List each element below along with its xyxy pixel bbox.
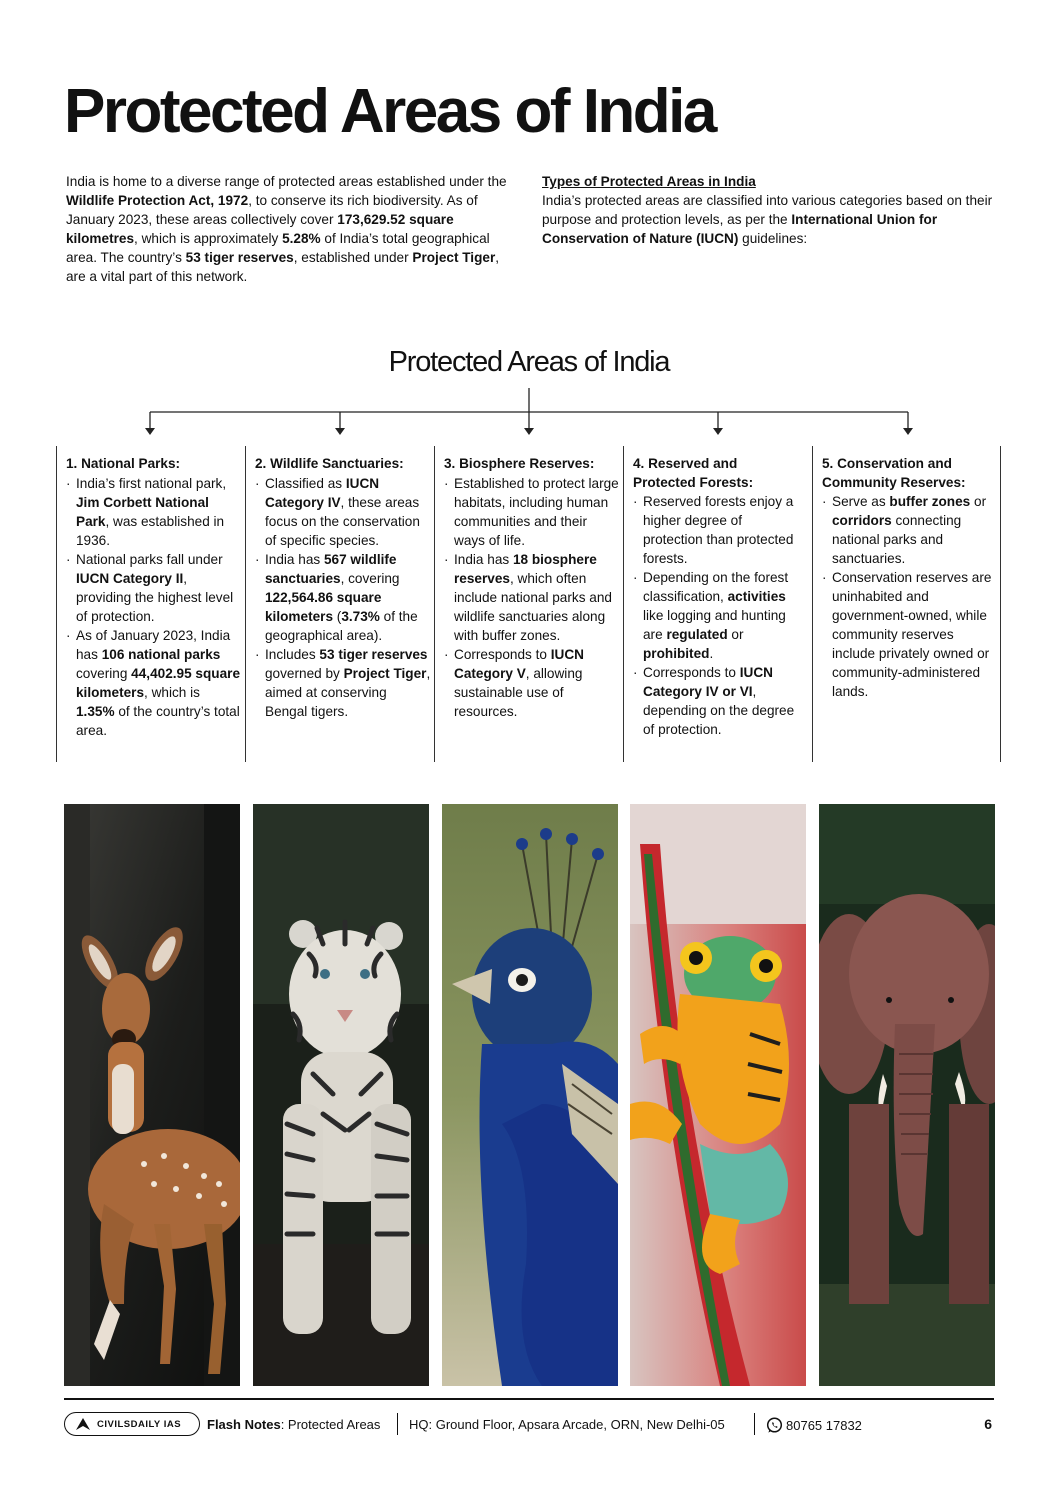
category-national-parks	[57, 446, 242, 762]
bullet-item	[66, 626, 242, 740]
bullet-item	[444, 550, 620, 645]
logo-text: CIVILSDAILY IAS	[97, 1418, 182, 1430]
bullet-item	[444, 474, 620, 550]
text-run: Depending on the forest classification,	[643, 570, 789, 604]
bullet-item	[66, 550, 242, 626]
text-run: India has	[265, 551, 324, 567]
text-run: , was established in 1936.	[76, 513, 225, 548]
category-heading: 1. National Parks:	[66, 456, 181, 471]
types-intro	[542, 172, 994, 248]
category-heading: 4. Reserved and Protected Forests:	[633, 456, 754, 490]
bold-text: 53 tiger reserves	[319, 646, 428, 662]
elephant-photo	[819, 804, 995, 1386]
text-run: India’s protected areas are classified into various categories based on their purpose and protection levels, as per the	[542, 193, 993, 227]
category-bullets	[633, 492, 804, 739]
types-heading: Types of Protected Areas in India	[542, 174, 756, 189]
bold-text: 122,564.86 square kilometers	[265, 589, 382, 624]
category-heading: 2. Wildlife Sanctuaries:	[255, 456, 404, 471]
bold-text: Wildlife Protection Act, 1972	[66, 193, 249, 208]
text-run: India has	[454, 551, 513, 567]
bold-text: 44,402.95 square kilometers	[76, 665, 241, 700]
bullet-item	[633, 492, 804, 568]
bold-text: 5.28%	[282, 231, 321, 246]
flash-notes-topic: : Protected Areas	[280, 1417, 381, 1432]
bold-text: 3.73%	[341, 608, 380, 624]
flash-notes-title: Flash Notes	[207, 1417, 281, 1432]
footer-separator	[397, 1413, 398, 1435]
bullet-item	[822, 568, 997, 701]
text-run: covering	[76, 665, 132, 681]
bold-text: IUCN Category V	[454, 646, 584, 681]
text-run: guidelines:	[738, 231, 808, 246]
category-bullets	[255, 474, 431, 721]
logo-mark-icon	[75, 1417, 91, 1431]
category-columns	[56, 446, 1001, 762]
peacock-photo	[442, 804, 618, 1386]
bold-text: 567 wildlife sanctuaries	[265, 551, 397, 586]
category-heading: 5. Conservation and Community Reserves:	[822, 456, 966, 490]
text-run: governed by	[265, 665, 344, 681]
text-run: , providing the highest level of protection.	[76, 570, 234, 624]
category-conservation-reserves	[813, 446, 997, 762]
text-run: , are a vital part of this network.	[66, 250, 500, 284]
bold-text: Jim Corbett National Park	[76, 494, 209, 529]
text-run: India’s first national park,	[76, 475, 227, 491]
bullet-item	[66, 474, 242, 550]
bold-text: IUCN Category IV	[265, 475, 380, 510]
bold-text: IUCN Category II	[76, 570, 184, 586]
bold-text: 18 biosphere reserves	[454, 551, 597, 586]
intro-paragraph	[66, 172, 518, 286]
tree-connector	[0, 388, 1058, 438]
text-run: , which is	[144, 684, 200, 700]
whatsapp-icon	[766, 1417, 783, 1434]
phone-number: 80765 17832	[786, 1418, 862, 1433]
bullet-item	[255, 645, 431, 721]
category-wildlife-sanctuaries	[246, 446, 431, 762]
text-run: , allowing sustainable use of resources.	[454, 665, 583, 719]
bold-text: IUCN Category IV or VI	[643, 665, 773, 699]
bold-text: Project Tiger	[343, 665, 427, 681]
tree-title: Protected Areas of India	[388, 346, 670, 378]
bullet-item	[255, 474, 431, 550]
category-heading: 3. Biosphere Reserves:	[444, 456, 595, 471]
text-run: of the geographical area).	[265, 608, 418, 643]
bold-text: International Union for Conservation of Nature (IUCN)	[542, 212, 938, 246]
bullet-item	[822, 492, 997, 568]
page-footer	[64, 1412, 994, 1440]
text-run: , depending on the degree of protection.	[643, 684, 795, 737]
bold-text: buffer zones	[889, 494, 971, 509]
text-run: , these areas focus on the conservation of specific species.	[265, 494, 420, 548]
text-run: As of January 2023, India has	[76, 627, 231, 662]
text-run: Corresponds to	[643, 665, 740, 680]
category-biosphere-reserves	[435, 446, 620, 762]
text-run: , covering	[340, 570, 400, 586]
text-run: like logging and hunting are	[643, 608, 786, 642]
text-run: Includes	[265, 646, 320, 662]
bold-text: Project Tiger	[412, 250, 496, 265]
text-run: of India’s total geographical area. The country’s	[66, 231, 490, 265]
category-bullets	[66, 474, 242, 740]
text-run: or	[727, 627, 744, 642]
footer-separator	[754, 1413, 755, 1435]
text-run: India is home to a diverse range of protected areas established under the	[66, 174, 507, 189]
bold-text: regulated	[666, 627, 728, 642]
text-run: , to conserve its rich biodiversity. As of January 2023, these areas collectively cover	[66, 193, 478, 227]
text-run: connecting national parks and sanctuaries.	[832, 513, 962, 566]
bold-text: 106 national parks	[101, 646, 221, 662]
bold-text: 53 tiger reserves	[185, 250, 294, 265]
types-description	[542, 193, 992, 246]
category-reserved-forests	[624, 446, 804, 762]
bold-text: 1.35%	[76, 703, 115, 719]
text-run: , aimed at conserving Bengal tigers.	[265, 665, 431, 719]
text-run: Corresponds to	[454, 646, 551, 662]
bold-text: activities	[727, 589, 786, 604]
text-run: Reserved forests enjoy a higher degree of protection than protected forests.	[643, 494, 794, 566]
footer-rule	[64, 1398, 994, 1400]
bold-text: 173,629.52 square kilometres	[66, 212, 454, 246]
bold-text: prohibited	[643, 646, 710, 661]
brand-logo[interactable]	[64, 1412, 200, 1436]
text-run: , established under	[293, 250, 413, 265]
text-run: , which is approximately	[134, 231, 283, 246]
bullet-item	[633, 568, 804, 663]
page-title: Protected Areas of India	[64, 77, 715, 146]
text-run: Conservation reserves are uninhabited and government-owned, while community reserves include privately owned or community-administered lands.	[832, 570, 992, 699]
text-run: (	[333, 608, 342, 624]
text-run: Classified as	[265, 475, 346, 491]
flash-notes-label	[207, 1417, 380, 1432]
text-run: of the country’s total area.	[76, 703, 240, 738]
category-bullets	[444, 474, 620, 721]
tree-frog-photo	[630, 804, 806, 1386]
bold-text: corridors	[832, 513, 892, 528]
text-run: or	[970, 494, 987, 509]
page-number: 6	[984, 1416, 992, 1432]
category-bullets	[822, 492, 997, 701]
phone-contact[interactable]	[766, 1417, 862, 1434]
text-run: Serve as	[832, 494, 890, 509]
bullet-item	[255, 550, 431, 645]
deer-photo	[64, 804, 240, 1386]
bullet-item	[444, 645, 620, 721]
text-run: , which often include national parks and wildlife sanctuaries along with buffer zones.	[454, 570, 612, 643]
column-divider	[1000, 446, 1001, 762]
text-run: National parks fall under	[76, 551, 223, 567]
white-tiger-photo	[253, 804, 429, 1386]
bullet-item	[633, 663, 804, 739]
hq-address: HQ: Ground Floor, Apsara Arcade, ORN, New Delhi-05	[409, 1417, 725, 1432]
text-run: Established to protect large habitats, including human communities and their ways of life.	[454, 475, 619, 548]
text-run: .	[709, 646, 714, 661]
